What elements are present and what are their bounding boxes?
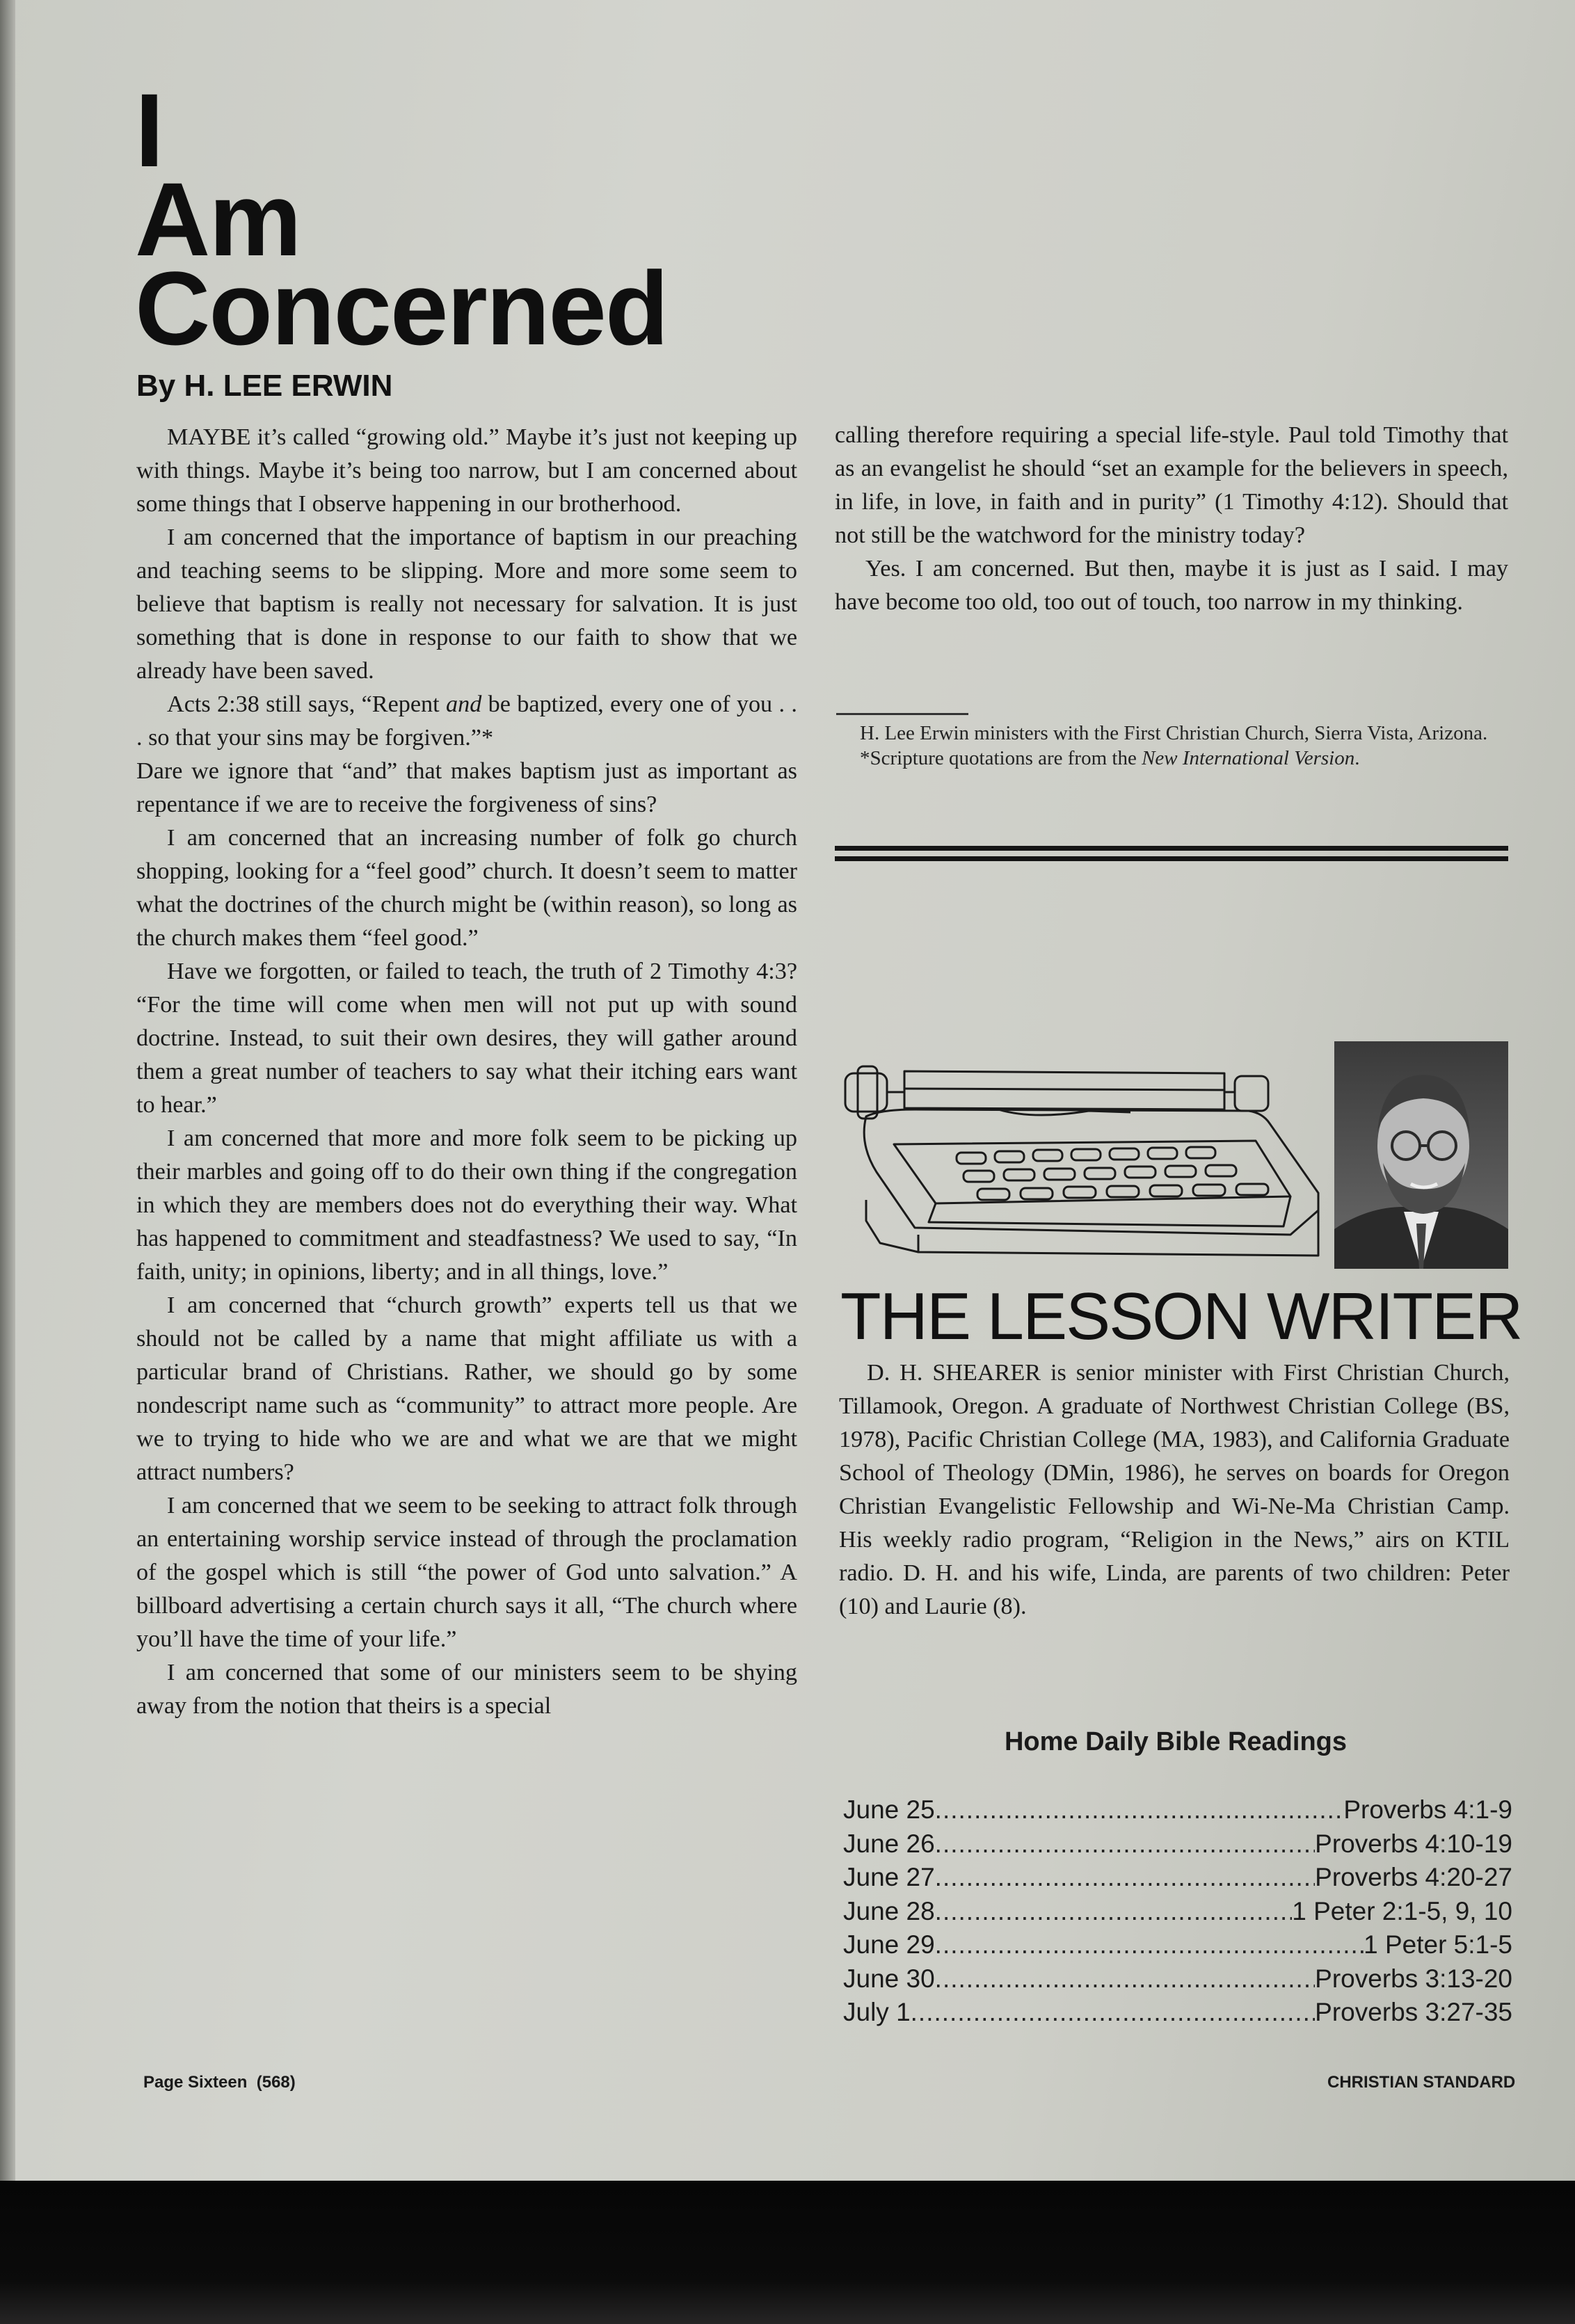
reading-row xyxy=(843,1996,1512,2030)
scripture-note-prefix: *Scripture quotations are from the xyxy=(860,747,1142,769)
scripture-note-suffix: . xyxy=(1354,747,1360,769)
dot-leader xyxy=(935,1962,1316,1996)
reading-passage: Proverbs 3:13-20 xyxy=(1315,1964,1512,1993)
reading-row xyxy=(843,1861,1512,1895)
dot-leader xyxy=(935,1793,1344,1827)
reading-passage: Proverbs 4:1-9 xyxy=(1343,1795,1512,1824)
reading-date: July 1 xyxy=(843,1998,911,2026)
reading-passage: Proverbs 4:20-27 xyxy=(1315,1863,1512,1891)
reading-passage: Proverbs 3:27-35 xyxy=(1315,1998,1512,2026)
lesson-writer-photo xyxy=(1334,1041,1508,1269)
publication-name-footer: CHRISTIAN STANDARD xyxy=(1327,2073,1516,2092)
article-paragraph: I am concerned that some of our ministers seem to be shying away from the notion that theirs is a special xyxy=(136,1660,797,1719)
reading-date: June 28 xyxy=(843,1896,935,1925)
article-paragraph: I am concerned that we seem to be seeking to attract folk through an entertaining worship service instead of through the proclamation of the gospel which is still “the power of God unto salvation.” A billboard advertising a certain church says it all, “The church where you’ll have the time of your life.” xyxy=(136,1493,797,1652)
acts-text-part-2: be baptized, every one of you . . . so that your sins may be forgiven.”* xyxy=(136,691,797,751)
article-column-right xyxy=(835,419,1508,619)
article-paragraph: Have we forgotten, or failed to teach, the truth of 2 Timothy 4:3? “For the time will come when men will not put up with sound doctrine. Instead, to suit their own desires, they will gather around them a great number of teachers to say what their itching ears want to hear.” xyxy=(136,959,797,1118)
article-paragraph-acts xyxy=(136,688,797,755)
background-surface xyxy=(0,2181,1575,2324)
reading-row xyxy=(843,1928,1512,1962)
dot-leader xyxy=(935,1928,1364,1962)
dot-leader xyxy=(911,1996,1316,2030)
reading-row xyxy=(843,1827,1512,1861)
author-note xyxy=(836,721,1508,771)
scripture-note xyxy=(836,746,1508,771)
article-title-line-3: Concerned xyxy=(135,250,668,367)
dot-leader xyxy=(935,1827,1316,1861)
reading-row xyxy=(843,1895,1512,1929)
section-divider-bottom xyxy=(835,856,1508,861)
section-divider-top xyxy=(835,846,1508,851)
acts-text-part-1: Acts 2:38 still says, “Repent xyxy=(167,691,447,717)
bible-readings-list xyxy=(843,1793,1512,2030)
dot-leader xyxy=(935,1861,1316,1895)
page-binding-shadow xyxy=(0,0,15,2181)
typewriter-illustration xyxy=(838,1061,1322,1269)
reading-passage: 1 Peter 2:1-5, 9, 10 xyxy=(1292,1896,1512,1925)
article-paragraph: Dare we ignore that “and” that makes baptism just as important as repentance if we are to receive the forgiveness of sins? xyxy=(136,758,797,817)
article-byline: By H. LEE ERWIN xyxy=(136,369,393,403)
article-paragraph: MAYBE it’s called “growing old.” Maybe it’s just not keeping up with things. Maybe it’s being too narrow, but I am concerned about some things that I observe happening in our brotherhood. xyxy=(136,424,797,517)
article-column-left xyxy=(136,421,797,1723)
footnote-rule xyxy=(836,713,968,715)
reading-date: June 27 xyxy=(843,1863,935,1891)
acts-emphasis: and xyxy=(446,691,482,717)
article-title-line-2: Am xyxy=(135,161,301,278)
reading-passage: Proverbs 4:10-19 xyxy=(1315,1829,1512,1858)
bible-readings-title: Home Daily Bible Readings xyxy=(1004,1727,1347,1756)
scripture-version: New International Version xyxy=(1142,747,1355,769)
reading-passage: 1 Peter 5:1-5 xyxy=(1364,1930,1512,1959)
reading-date: June 26 xyxy=(843,1829,935,1858)
reading-date: June 29 xyxy=(843,1930,935,1959)
dot-leader xyxy=(935,1895,1293,1929)
article-paragraph: I am concerned that more and more folk seem to be picking up their marbles and going off to do their own thing if the congregation in which they are members does not do everything their way. What has happened to commitment and steadfastness? We used to say, “In faith, unity; in opinions, liberty; and in all things, love.” xyxy=(136,1125,797,1285)
article-paragraph: calling therefore requiring a special life-style. Paul told Timothy that as an evangelist he should “set an example for the believers in speech, in life, in love, in faith and in purity” (1 Timothy 4:12). Should that not still be the watchword for the ministry today? xyxy=(835,422,1508,548)
reading-date: June 25 xyxy=(843,1795,935,1824)
lesson-writer-bio-text: D. H. SHEARER is senior minister with First Christian Church, Tillamook, Oregon. A graduate of Northwest Christian College (BS, 1978), Pacific Christian College (MA, 1983), and California Graduate School of Theology (DMin, 1986), he serves on boards for Oregon Christian Evangelistic Fellowship and Wi-Ne-Ma Christian Camp. His weekly radio program, “Religion in the News,” airs on KTIL radio. D. H. and his wife, Linda, are parents of two children: Peter (10) and Laurie (8). xyxy=(839,1360,1510,1619)
lesson-writer-heading: THE LESSON WRITER xyxy=(840,1279,1522,1354)
reading-row xyxy=(843,1962,1512,1996)
article-title-line-1: I xyxy=(135,72,163,189)
reading-date: June 30 xyxy=(843,1964,935,1993)
article-paragraph: I am concerned that “church growth” experts tell us that we should not be called by a name that might affiliate us with a particular brand of Christians. Rather, we should go by some nondescript name such as “community” to attract more people. Are we to trying to hide who we are and what we are that we might attract numbers? xyxy=(136,1292,797,1485)
article-paragraph: Yes. I am concerned. But then, maybe it is just as I said. I may have become too old, too out of touch, too narrow in my thinking. xyxy=(835,556,1508,615)
article-paragraph: I am concerned that an increasing number of folk go church shopping, looking for a “feel good” church. It doesn’t seem to matter what the doctrines of the church might be (within reason), so long as the church makes them “feel good.” xyxy=(136,825,797,951)
page-number-footer: Page Sixteen (568) xyxy=(143,2073,296,2092)
reading-row xyxy=(843,1793,1512,1827)
article-paragraph: I am concerned that the importance of baptism in our preaching and teaching seems to be slipping. More and more some seem to believe that baptism is really not necessary for salvation. It is just something that is done in response to our faith to show that we already have been saved. xyxy=(136,524,797,684)
lesson-writer-bio xyxy=(839,1356,1510,1624)
author-note-text: H. Lee Erwin ministers with the First Christian Church, Sierra Vista, Arizona. xyxy=(860,722,1488,744)
